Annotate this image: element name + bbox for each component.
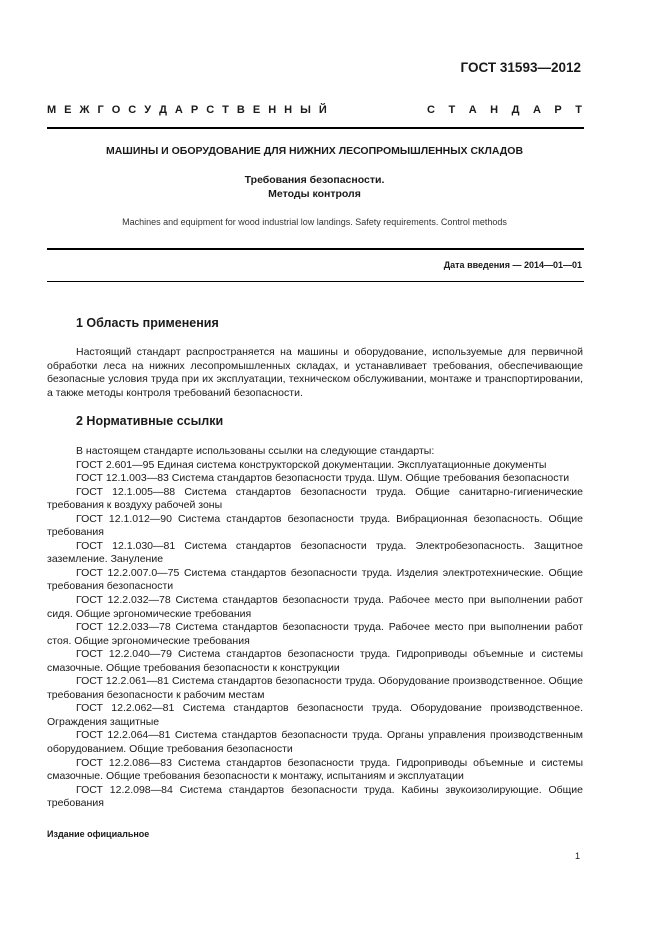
edition-note: Издание официальное [47,829,150,839]
standard-word [427,104,582,116]
section-1-paragraph: Настоящий стандарт распространяется на машины и оборудование, используемые для первичной обработки леса на нижних лесопромышленных складах, и устанавливает требования, обеспечивающие безопасные условия труда при их эксплуатации, техническом обслуживании, монтаже и транспортировании, а также методы контроля требований безопасности. [47,346,583,399]
reference-item: ГОСТ 2.601—95 Единая система конструкторской документации. Эксплуатационные документы [76,458,547,471]
reference-item: ГОСТ 12.2.062—81 Система стандартов безопасности труда. Оборудование производственное. Ограждения защитные [47,702,583,728]
reference-item: ГОСТ 12.1.030—81 Система стандартов безопасности труда. Электробезопасность. Защитное заземление. Зануление [47,539,583,566]
reference-item: ГОСТ 12.1.003—83 Система стандартов безопасности труда. Шум. Общие требования безопасности [76,472,570,485]
banner-letter: Р [554,104,562,116]
banner-letter: Н [284,104,293,116]
banner-letter: Т [222,104,229,116]
banner-letter: Ы [300,104,311,116]
banner-letter: Н [268,104,277,116]
banner-letter: У [144,104,152,116]
banner-letter: С [427,104,435,116]
references-list [47,445,583,811]
banner-letter: Й [318,104,327,116]
reference-item: ГОСТ 12.2.064—81 Система стандартов безопасности труда. Органы управления производственным оборудованием. Общие требования безопасности [47,729,583,756]
banner-letter: Р [190,104,199,116]
banner-letter: Д [159,104,167,116]
reference-item: ГОСТ 12.2.061—81 Система стандартов безопасности труда. Оборудование производственное. Общие требования безопасности к рабочим местам [47,675,583,701]
banner-letter: С [206,104,215,116]
banner-letter: О [111,104,121,116]
date-rule [47,281,584,282]
page-number: 1 [574,851,580,861]
banner-letter: Т [448,104,456,116]
reference-item: ГОСТ 12.2.007.0—75 Система стандартов безопасности труда. Изделия электротехнические. Общие требования безопасности [47,566,583,593]
interstate-word [47,104,327,116]
banner-letter: Т [575,104,582,116]
banner-letter: А [532,104,541,116]
introduction-date: Дата введения — 2014—01—01 [443,260,582,270]
document-code: ГОСТ 31593—2012 [460,60,581,75]
references-intro: В настоящем стандарте использованы ссылки на следующие стандарты: [76,445,435,457]
banner-letter: С [128,104,137,116]
banner-letter: Е [252,104,261,116]
header-rule [47,127,584,129]
reference-item: ГОСТ 12.2.032—78 Система стандартов безопасности труда. Рабочее место при выполнении работ сидя. Общие эргономические требования [47,594,583,620]
banner-letter: Е [64,104,72,116]
section-1-heading: 1 Область применения [76,316,219,330]
subtitle-line-2: Методы контроля [268,188,361,200]
english-title: Machines and equipment for wood industrial low landings. Safety requirements. Control methods [122,217,507,227]
reference-item: ГОСТ 12.2.086—83 Система стандартов безопасности труда. Гидроприводы объемные и системы смазочные. Общие требования безопасности к монтажу, испытаниям и эксплуатации [47,756,583,783]
title-rule [47,248,584,250]
document-subtitle [47,173,582,201]
interstate-standard-banner [47,104,582,116]
reference-item: ГОСТ 12.2.033—78 Система стандартов безопасности труда. Рабочее место при выполнении работ стоя. Общие эргономические требования [47,621,583,647]
banner-letter: А [174,104,183,116]
reference-item: ГОСТ 12.1.012—90 Система стандартов безопасности труда. Вибрационная безопасность. Общие требования [47,512,583,539]
section-2-heading: 2 Нормативные ссылки [76,414,224,428]
banner-letter: Ж [79,104,90,116]
section-1-body [47,346,583,400]
banner-letter: М [47,104,57,116]
banner-letter: В [236,104,245,116]
reference-item: ГОСТ 12.2.040—79 Система стандартов безопасности труда. Гидроприводы объемные и системы смазочные. Общие требования безопасности к конструкции [47,648,583,674]
document-title: МАШИНЫ И ОБОРУДОВАНИЕ ДЛЯ НИЖНИХ ЛЕСОПРОМЫШЛЕННЫХ СКЛАДОВ [105,145,524,157]
reference-item: ГОСТ 12.2.098—84 Система стандартов безопасности труда. Кабины звукоизолирующие. Общие требования [47,783,583,810]
banner-letter: Г [97,104,104,116]
banner-letter: А [468,104,477,116]
banner-letter: Д [511,104,520,116]
reference-item: ГОСТ 12.1.005—88 Система стандартов безопасности труда. Общие санитарно-гигиенические требования к воздуху рабочей зоны [47,485,583,512]
subtitle-line-1: Требования безопасности. [244,174,385,186]
banner-letter: Н [490,104,499,116]
